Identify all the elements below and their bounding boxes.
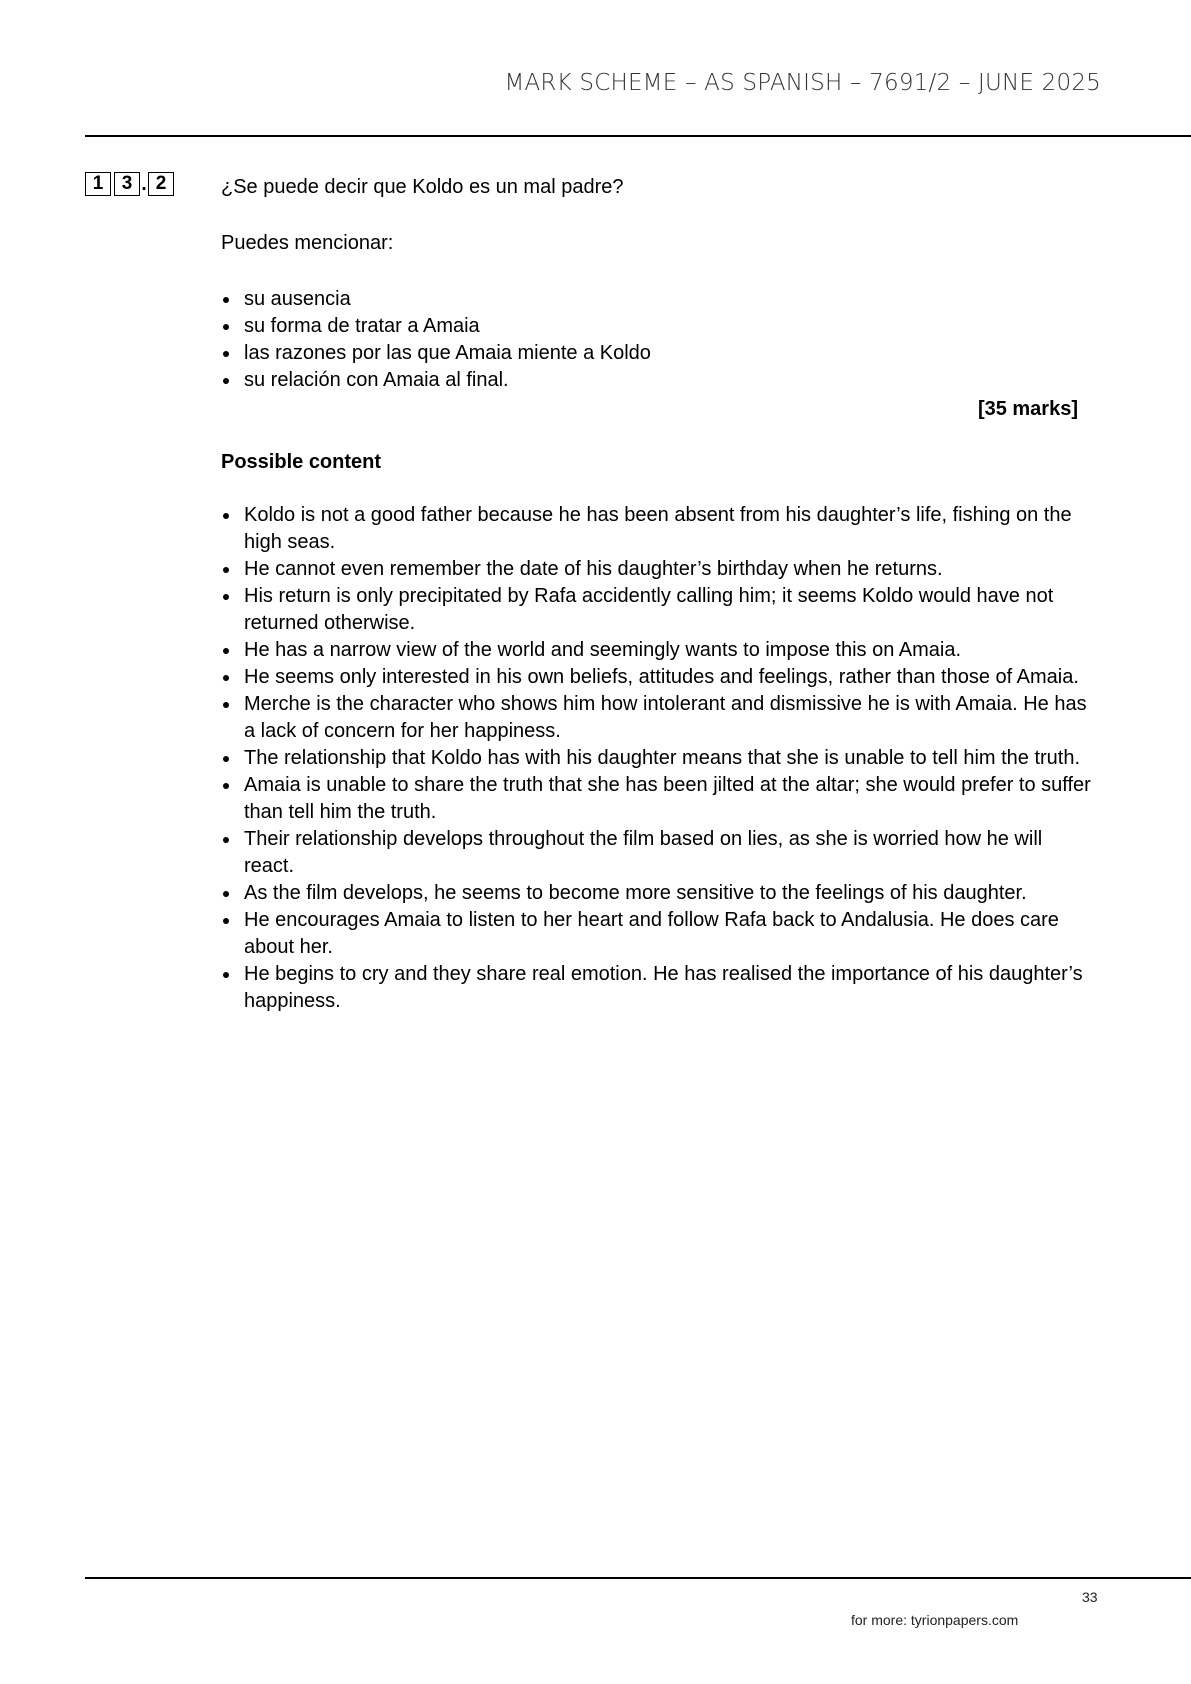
footer-note: for more: tyrionpapers.com [851, 1612, 1019, 1628]
question-prompt: Puedes mencionar: [221, 232, 394, 254]
possible-content-heading: Possible content [221, 451, 382, 473]
list-item: Amaia is unable to share the truth that she has been jilted at the altar; she would prefer to suffer than tell him the truth. [221, 772, 1091, 826]
question-subnumber-digit: 2 [148, 172, 174, 196]
list-item: The relationship that Koldo has with his daughter means that she is unable to tell him the truth. [221, 745, 1091, 772]
possible-content-list [221, 502, 1091, 1015]
list-item: Their relationship develops throughout the film based on lies, as she is worried how he will react. [221, 826, 1091, 880]
list-item: He has a narrow view of the world and seemingly wants to impose this on Amaia. [221, 637, 1091, 664]
header-rule [85, 135, 1191, 137]
header-title: MARK SCHEME – AS SPANISH – 7691/2 – JUNE 2025 [504, 70, 1101, 96]
list-item: su ausencia [221, 286, 1091, 313]
question-number [85, 172, 174, 196]
list-item: su relación con Amaia al final. [221, 367, 1091, 394]
marks-label: [35 marks] [977, 398, 1078, 420]
list-item: su forma de tratar a Amaia [221, 313, 1091, 340]
list-item: As the film develops, he seems to become more sensitive to the feelings of his daughter. [221, 880, 1091, 907]
list-item: Koldo is not a good father because he has been absent from his daughter’s life, fishing on the high seas. [221, 502, 1091, 556]
question-number-digit: 1 [85, 172, 111, 196]
question-number-digit: 3 [114, 172, 140, 196]
page-number: 33 [1082, 1589, 1098, 1605]
question-content [221, 174, 1091, 1015]
list-item: las razones por las que Amaia miente a Koldo [221, 340, 1091, 367]
list-item: He cannot even remember the date of his daughter’s birthday when he returns. [221, 556, 1091, 583]
list-item: His return is only precipitated by Rafa accidently calling him; it seems Koldo would have not returned otherwise. [221, 583, 1091, 637]
question-number-separator: . [141, 174, 147, 195]
list-item: He begins to cry and they share real emotion. He has realised the importance of his daughter’s happiness. [221, 961, 1091, 1015]
list-item: Merche is the character who shows him how intolerant and dismissive he is with Amaia. He has a lack of concern for her happiness. [221, 691, 1091, 745]
list-item: He encourages Amaia to listen to her heart and follow Rafa back to Andalusia. He does care about her. [221, 907, 1091, 961]
question-text: ¿Se puede decir que Koldo es un mal padre? [221, 176, 624, 198]
question-bullet-list [221, 286, 1091, 394]
list-item: He seems only interested in his own beliefs, attitudes and feelings, rather than those of Amaia. [221, 664, 1091, 691]
footer-rule [85, 1577, 1191, 1579]
